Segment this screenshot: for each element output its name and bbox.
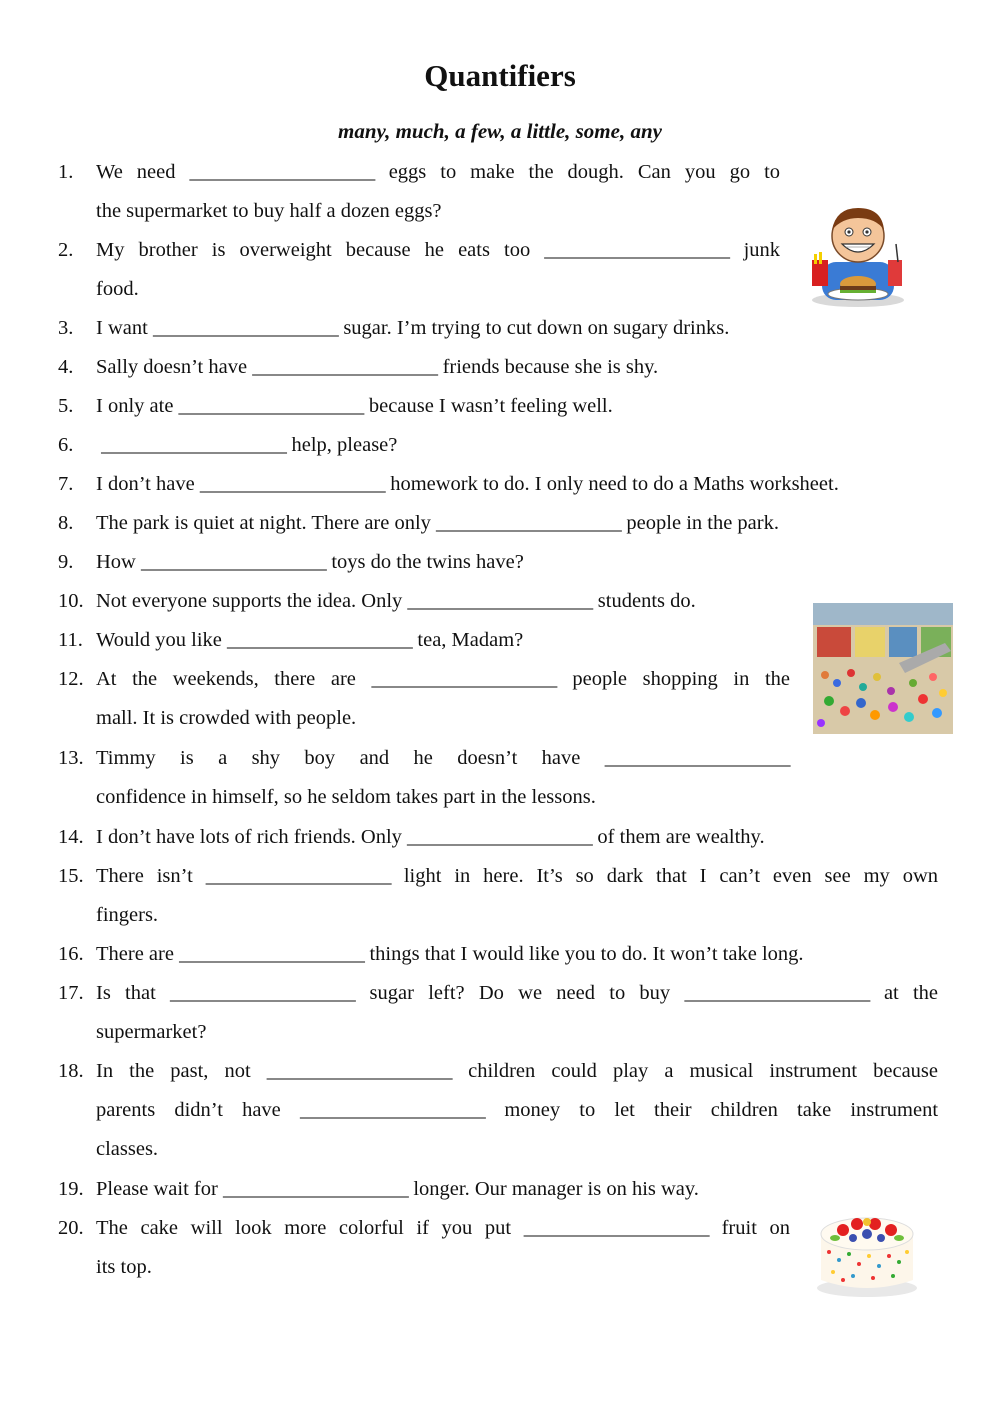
question-continuation: fingers. [96, 904, 159, 926]
question-number: 8. [58, 512, 74, 534]
question-text [58, 1209, 790, 1248]
question-number: 4. [58, 356, 74, 378]
question-text [58, 504, 938, 543]
question-number: 16. [58, 943, 84, 965]
question-number: 20. [58, 1217, 84, 1239]
question-text-part: students do. [597, 590, 696, 612]
question-item [58, 1209, 790, 1287]
question-item [58, 1052, 938, 1169]
question-item [58, 348, 938, 387]
question-text-part: I don’t have [96, 473, 195, 495]
question-item [58, 153, 780, 231]
question-number: 19. [58, 1178, 84, 1200]
question-continuation [58, 1091, 938, 1130]
question-text-part: fruit on [721, 1217, 790, 1239]
question-item [58, 504, 938, 543]
question-text-part: I want [96, 317, 148, 339]
question-text-part: The park is quiet at night. There are only [96, 512, 431, 534]
question-text [58, 818, 938, 857]
question-text-part: longer. Our manager is on his way. [413, 1178, 699, 1200]
worksheet-subtitle: many, much, a few, a little, some, any [338, 119, 662, 143]
question-item [58, 857, 938, 935]
question-text-part: We need [96, 161, 176, 183]
question-number: 7. [58, 473, 74, 495]
question-text [58, 621, 938, 660]
question-text-part: because I wasn’t feeling well. [368, 395, 613, 417]
question-item [58, 818, 938, 857]
answer-blank[interactable]: ___________________ [152, 317, 339, 339]
question-number: 14. [58, 826, 84, 848]
answer-blank[interactable]: ___________________ [544, 239, 730, 261]
question-text-part: How [96, 551, 136, 573]
question-continuation: mall. It is crowded with people. [96, 707, 357, 729]
answer-blank[interactable]: ___________________ [684, 982, 870, 1004]
question-item [58, 974, 938, 1052]
question-text-part: tea, Madam? [417, 629, 524, 651]
answer-blank[interactable]: ___________________ [170, 982, 356, 1004]
question-text [58, 1170, 938, 1209]
question-continuation: its top. [96, 1256, 152, 1278]
question-text [58, 348, 938, 387]
question-text-part: friends because she is shy. [442, 356, 659, 378]
question-text-part: money to let their children take instrument [504, 1099, 939, 1121]
question-text-part: people shopping in the [572, 668, 791, 690]
answer-blank[interactable]: ___________________ [189, 161, 375, 183]
answer-blank[interactable]: ___________________ [266, 1060, 453, 1082]
answer-blank[interactable]: ___________________ [140, 551, 327, 573]
question-text-part: children could play a musical instrument because [468, 1060, 938, 1082]
question-text-part: at the [883, 982, 939, 1004]
answer-blank[interactable]: ___________________ [199, 473, 386, 495]
question-text-part: Timmy is a shy boy and he doesn’t have [96, 747, 581, 769]
question-number: 6. [58, 434, 74, 456]
answer-blank[interactable]: ___________________ [407, 590, 593, 612]
question-text [58, 739, 790, 778]
question-text-part: Is that [96, 982, 156, 1004]
question-continuation: supermarket? [96, 1021, 207, 1043]
question-text-part: There are [96, 943, 174, 965]
question-text-part: Would you like [96, 629, 222, 651]
question-item [58, 426, 938, 465]
fruit-cake-illustration [813, 1200, 921, 1300]
question-continuation: food. [96, 278, 139, 300]
answer-blank[interactable]: ___________________ [205, 865, 391, 887]
question-text [58, 935, 938, 974]
question-continuation: confidence in himself, so he seldom takes part in the lessons. [96, 786, 596, 808]
question-number: 15. [58, 865, 84, 887]
question-number: 5. [58, 395, 74, 417]
question-text [58, 387, 938, 426]
question-text [58, 660, 790, 699]
boy-eating-junk-food-illustration [806, 200, 910, 308]
question-text-part: parents didn’t have [96, 1099, 281, 1121]
question-text-part: In the past, not [96, 1060, 251, 1082]
question-item [58, 309, 938, 348]
question-text-part: Please wait for [96, 1178, 218, 1200]
question-text [58, 153, 780, 192]
question-text-part: sugar left? Do we need to buy [369, 982, 671, 1004]
question-text-part: At the weekends, there are [96, 668, 356, 690]
question-item [58, 935, 938, 974]
question-continuation: classes. [96, 1138, 159, 1160]
answer-blank[interactable]: ___________________ [436, 512, 622, 534]
question-text-part: Not everyone supports the idea. Only [96, 590, 403, 612]
question-item [58, 739, 790, 817]
question-text [58, 1052, 938, 1091]
shopping-mall-crowd-illustration [813, 603, 953, 734]
question-number: 17. [58, 982, 84, 1004]
answer-blank[interactable]: ___________________ [523, 1217, 709, 1239]
question-text [58, 231, 780, 270]
question-item [58, 387, 938, 426]
question-item [58, 465, 938, 504]
question-text-part: junk [743, 239, 781, 261]
question-text-part: light in here. It’s so dark that I can’t even see my own [403, 865, 939, 887]
question-text-part: There isn’t [96, 865, 193, 887]
answer-blank[interactable]: ___________________ [252, 356, 438, 378]
worksheet-title: Quantifiers [424, 58, 576, 93]
answer-blank[interactable]: ___________________ [407, 826, 593, 848]
answer-blank[interactable]: ___________________ [101, 434, 287, 456]
answer-blank[interactable]: ___________________ [179, 943, 365, 965]
question-text [58, 426, 938, 465]
question-number: 13. [58, 747, 84, 769]
question-item [58, 660, 790, 738]
answer-blank[interactable]: ___________________ [227, 629, 413, 651]
question-item [58, 621, 938, 660]
question-text-part: I don’t have lots of rich friends. Only [96, 826, 402, 848]
question-number: 18. [58, 1060, 84, 1082]
answer-blank[interactable]: ___________________ [604, 747, 790, 769]
question-text-part: people in the park. [626, 512, 779, 534]
question-text-part: My brother is overweight because he eats too [96, 239, 531, 261]
question-text-part: toys do the twins have? [331, 551, 524, 573]
question-number: 3. [58, 317, 74, 339]
question-item [58, 1170, 938, 1209]
question-continuation: the supermarket to buy half a dozen eggs? [96, 200, 442, 222]
question-text-part: Sally doesn’t have [96, 356, 248, 378]
question-text [58, 465, 938, 504]
question-item [58, 543, 938, 582]
question-item [58, 231, 780, 309]
question-text [58, 543, 938, 582]
question-text-part: eggs to make the dough. Can you go to [388, 161, 781, 183]
question-number: 11. [58, 629, 83, 651]
question-text [58, 857, 938, 896]
question-number: 1. [58, 161, 74, 183]
question-text-part: The cake will look more colorful if you put [96, 1217, 512, 1239]
question-item [58, 582, 938, 621]
question-text [58, 309, 938, 348]
question-text [58, 582, 938, 621]
question-number: 10. [58, 590, 84, 612]
question-text-part: help, please? [291, 434, 398, 456]
question-text-part: things that I would like you to do. It won’t take long. [369, 943, 804, 965]
question-text-part: I only ate [96, 395, 174, 417]
question-number: 12. [58, 668, 84, 690]
question-text-part: of them are wealthy. [597, 826, 765, 848]
question-text [58, 974, 938, 1013]
answer-blank[interactable]: ___________________ [299, 1099, 486, 1121]
question-text-part: homework to do. I only need to do a Maths worksheet. [390, 473, 839, 495]
question-number: 2. [58, 239, 74, 261]
question-number: 9. [58, 551, 74, 573]
question-text-part: sugar. I’m trying to cut down on sugary drinks. [343, 317, 730, 339]
answer-blank[interactable]: ___________________ [178, 395, 364, 417]
answer-blank[interactable]: ___________________ [371, 668, 557, 690]
answer-blank[interactable]: ___________________ [222, 1178, 409, 1200]
